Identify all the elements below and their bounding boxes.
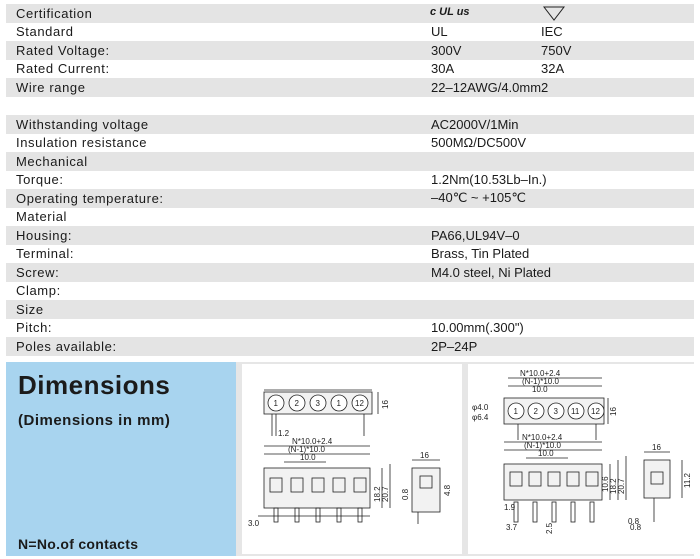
dim-h2: 20.7 <box>617 478 626 494</box>
spec-label: Size <box>16 301 44 317</box>
dim-top-b: (N-1)*10.0 <box>288 445 325 454</box>
spec-row <box>6 226 694 245</box>
dimensions-note: N=No.of contacts <box>18 536 139 552</box>
spec-value: PA66,UL94V–0 <box>431 227 520 243</box>
terminal-pin <box>274 508 278 522</box>
dim-h0: 10.6 <box>601 476 610 492</box>
spec-row <box>6 152 694 171</box>
terminal-pin <box>552 502 556 522</box>
dim-side-h: 4.8 <box>443 484 452 496</box>
vde-certification-logo <box>542 5 566 21</box>
spec-row <box>6 300 694 319</box>
spec-label: Insulation resistance <box>16 135 148 151</box>
spec-value: 300V <box>431 42 462 58</box>
spec-label: Wire range <box>16 79 86 95</box>
dimensions-subtitle: (Dimensions in mm) <box>18 412 171 429</box>
spec-value-2: 750V <box>541 42 572 58</box>
spec-row <box>6 23 694 42</box>
dim-height-top: 16 <box>609 407 618 416</box>
spec-value: 10.00mm(.300") <box>431 320 524 336</box>
dim-top-c: 10.0 <box>300 453 316 462</box>
spec-label: Withstanding voltage <box>16 116 149 132</box>
spec-value: M4.0 steel, Ni Plated <box>431 264 551 280</box>
spec-label: Rated Voltage: <box>16 42 110 58</box>
spec-row <box>6 134 694 153</box>
spec-row <box>6 208 694 227</box>
terminal-pin <box>571 502 575 522</box>
spec-label: Terminal: <box>16 246 75 262</box>
spec-value-2: 32A <box>541 61 565 77</box>
spec-row <box>6 78 694 97</box>
spec-row <box>6 4 694 23</box>
spec-row <box>6 189 694 208</box>
ul-certification-logo: c UL us <box>430 6 470 18</box>
terminal-pin <box>337 508 341 522</box>
terminal-number: 2 <box>294 399 299 408</box>
dim-pin-c: 3.7 <box>506 523 518 532</box>
terminal-number: 1 <box>336 399 341 408</box>
spec-label: Mechanical <box>16 153 88 169</box>
dim-side-h: 11.2 <box>683 473 692 488</box>
dimensions-panel <box>6 362 236 556</box>
spec-value: 500MΩ/DC500V <box>431 135 526 151</box>
terminal-pin <box>358 508 362 522</box>
terminal-pin <box>533 502 537 522</box>
top-view <box>504 378 608 440</box>
dim-front-c: 10.0 <box>538 449 554 458</box>
dim-pin-d: 0.8 <box>628 517 640 526</box>
spec-value: 2P–24P <box>431 338 478 354</box>
spec-label: Screw: <box>16 264 60 280</box>
spec-value: UL <box>431 24 448 40</box>
terminal-number: 12 <box>591 407 600 416</box>
terminal-number: 2 <box>533 407 538 416</box>
spec-value-2: IEC <box>541 24 563 40</box>
spec-label: Clamp: <box>16 283 61 299</box>
spec-row <box>6 60 694 79</box>
dim-top-b: (N-1)*10.0 <box>522 377 559 386</box>
spec-label: Rated Current: <box>16 61 110 77</box>
dim-front-a: N*10.0+2.4 <box>522 433 563 442</box>
spec-row <box>6 97 694 116</box>
dim-h2: 20.7 <box>381 486 390 502</box>
dim-side-pin: 0.8 <box>401 488 410 500</box>
dimensions-section <box>6 362 694 556</box>
dim-h1: 18.2 <box>609 478 618 494</box>
spec-row <box>6 319 694 338</box>
dim-hole1: φ4.0 <box>472 403 489 412</box>
spec-label: Pitch: <box>16 320 53 336</box>
dim-side-pin: 0.8 <box>630 523 642 532</box>
drawing-standard-svg <box>242 364 462 554</box>
terminal-number: 12 <box>355 399 364 408</box>
spec-row <box>6 115 694 134</box>
dim-height-top: 16 <box>381 400 390 409</box>
dim-hole2: φ6.4 <box>472 413 489 422</box>
spec-label: Housing: <box>16 227 73 243</box>
terminal-number: 3 <box>315 399 320 408</box>
spec-value: 1.2Nm(10.53Lb–In.) <box>431 172 547 188</box>
dim-pin-len: 3.0 <box>248 519 260 528</box>
dim-top-a: N*10.0+2.4 <box>520 369 561 378</box>
terminal-number: 3 <box>553 407 558 416</box>
drawing-standard <box>242 364 462 554</box>
spec-label: Poles available: <box>16 338 117 354</box>
spec-label: Torque: <box>16 172 64 188</box>
spec-value: 22–12AWG/4.0mm2 <box>431 79 549 95</box>
dim-pin-b: 2.5 <box>545 522 554 534</box>
spec-value: AC2000V/1Min <box>431 116 519 132</box>
terminal-number: 1 <box>513 407 518 416</box>
dim-pin: 1.2 <box>278 429 290 438</box>
spec-value: 30A <box>431 61 455 77</box>
spec-label: Standard <box>16 24 74 40</box>
spec-row <box>6 263 694 282</box>
front-view <box>258 446 390 522</box>
spec-row <box>6 282 694 301</box>
dim-pin-a: 1.9 <box>504 503 516 512</box>
spec-value: Brass, Tin Plated <box>431 246 530 262</box>
spec-row <box>6 41 694 60</box>
side-view <box>644 452 682 522</box>
spec-value: –40℃ ~ +105℃ <box>431 190 526 206</box>
spec-label: Material <box>16 209 68 225</box>
spec-label: Certification <box>16 5 93 21</box>
terminal-pin <box>590 502 594 522</box>
drawing-raised <box>468 364 694 554</box>
dimensions-title: Dimensions <box>18 370 171 400</box>
dim-front-b: (N-1)*10.0 <box>524 441 561 450</box>
drawing-raised-svg <box>468 364 694 554</box>
spec-row <box>6 171 694 190</box>
terminal-number: 11 <box>571 407 580 416</box>
dim-top-a: N*10.0+2.4 <box>292 437 333 446</box>
side-view <box>412 460 440 524</box>
dim-h1: 18.2 <box>373 486 382 502</box>
dim-side-w: 16 <box>652 443 661 452</box>
terminal-number: 1 <box>273 399 278 408</box>
terminal-pin <box>295 508 299 522</box>
spec-row <box>6 337 694 356</box>
dim-side-w: 16 <box>420 451 429 460</box>
spec-label: Operating temperature: <box>16 190 164 206</box>
terminal-pin <box>316 508 320 522</box>
dim-top-c: 10.0 <box>532 385 548 394</box>
spec-row <box>6 245 694 264</box>
specifications-table <box>6 4 694 356</box>
